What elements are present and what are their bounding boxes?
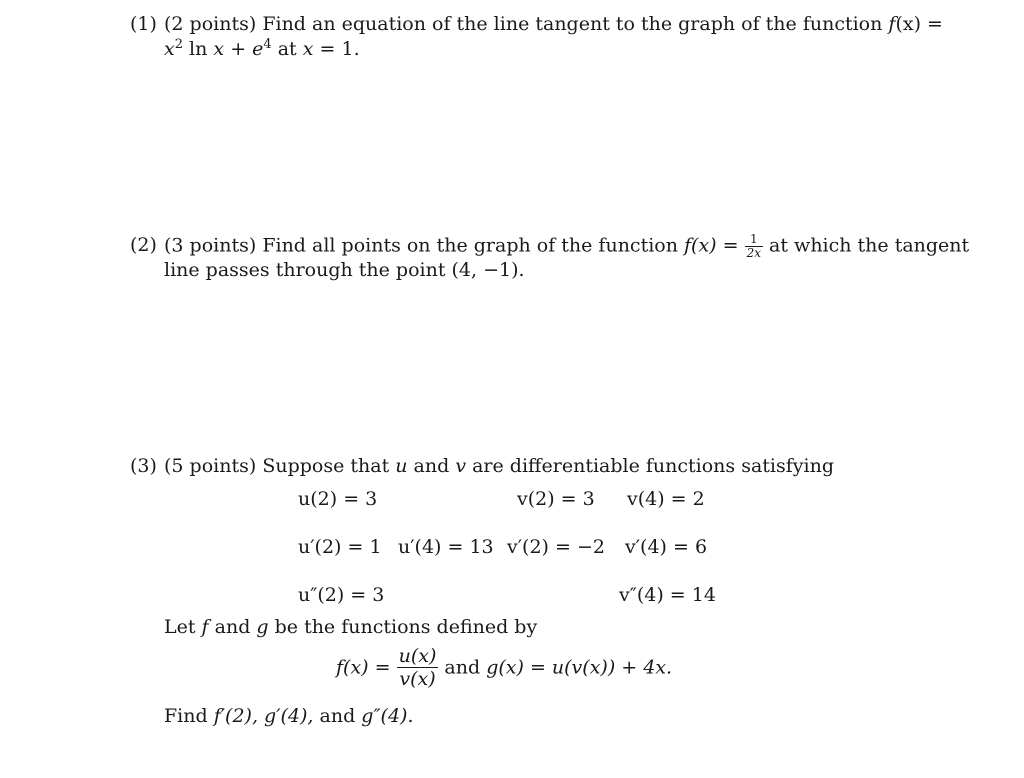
text-and: and <box>444 656 481 679</box>
math-v: v <box>455 455 467 477</box>
math-arg: (x) = <box>895 13 943 35</box>
problem-number: (1) <box>130 13 157 35</box>
text-let: Let <box>164 616 202 638</box>
definition-intro <box>164 615 537 639</box>
math-func: f(x) = <box>684 234 739 257</box>
math-e: e <box>252 38 264 60</box>
math-eq: = 1. <box>319 38 360 60</box>
math-g: g <box>256 616 269 638</box>
math-plus: + <box>230 38 247 60</box>
value-v4: v(4) = 2 <box>627 488 705 510</box>
problem-text-line-2: line passes through the point (4, −1). <box>164 259 525 281</box>
text-and: and <box>313 705 362 727</box>
def-f: f(x) = <box>336 656 391 679</box>
value-vprime2: v′(2) = −2 <box>507 536 605 558</box>
question-text: Suppose that <box>262 455 396 477</box>
text-at: at <box>277 38 297 60</box>
question-text: Find all points on the graph of the function <box>262 234 684 257</box>
points-label: (5 points) <box>164 455 257 477</box>
problem-text-line-1 <box>164 12 943 36</box>
math-target-last: g″(4) <box>361 705 408 727</box>
def-g: g(x) = u(v(x)) + 4x. <box>486 656 673 679</box>
fraction <box>397 645 439 690</box>
value-u2: u(2) = 3 <box>298 488 378 510</box>
math-x: x <box>213 38 225 60</box>
math-exponent: 4 <box>263 37 272 52</box>
text-and: and <box>407 455 456 477</box>
value-udoubleprime2: u″(2) = 3 <box>298 584 385 606</box>
math-u: u <box>395 455 408 477</box>
fraction-numerator: 1 <box>745 233 763 247</box>
question-text-end: at which the tangent <box>769 234 970 257</box>
math-ln: ln <box>189 38 208 60</box>
value-v2: v(2) = 3 <box>517 488 595 510</box>
fraction-denominator: v(x) <box>399 668 436 690</box>
math-x: x <box>164 38 175 60</box>
fraction-denominator: 2x <box>746 246 761 260</box>
value-uprime2: u′(2) = 1 <box>298 536 382 558</box>
value-vprime4: v′(4) = 6 <box>625 536 708 558</box>
problem-text-line-1 <box>164 233 969 260</box>
question-text: Find an equation of the line tangent to the graph of the function <box>262 13 889 35</box>
value-vdoubleprime4: v″(4) = 14 <box>619 584 716 606</box>
problem-number: (2) <box>130 234 157 256</box>
fraction-numerator: u(x) <box>398 645 437 667</box>
math-exponent: 2 <box>174 37 183 52</box>
math-targets: f′(2), g′(4), <box>213 705 314 727</box>
text-find: Find <box>164 705 214 727</box>
problem-number: (3) <box>130 455 157 477</box>
find-instruction <box>164 704 414 728</box>
math-f: f <box>888 13 896 35</box>
question-text: are differentiable functions satisfying <box>466 455 834 477</box>
function-definitions <box>336 645 672 690</box>
points-label: (3 points) <box>164 234 257 257</box>
math-x: x <box>302 38 314 60</box>
problem-text-line-2 <box>164 37 360 61</box>
value-uprime4: u′(4) = 13 <box>398 536 494 558</box>
problem-text-line-1 <box>164 454 834 478</box>
points-label: (2 points) <box>164 13 257 35</box>
text-period: . <box>407 705 414 727</box>
question-text: be the functions defined by <box>268 616 538 638</box>
math-f: f <box>201 616 209 638</box>
text-and: and <box>208 616 257 638</box>
fraction <box>745 233 763 260</box>
